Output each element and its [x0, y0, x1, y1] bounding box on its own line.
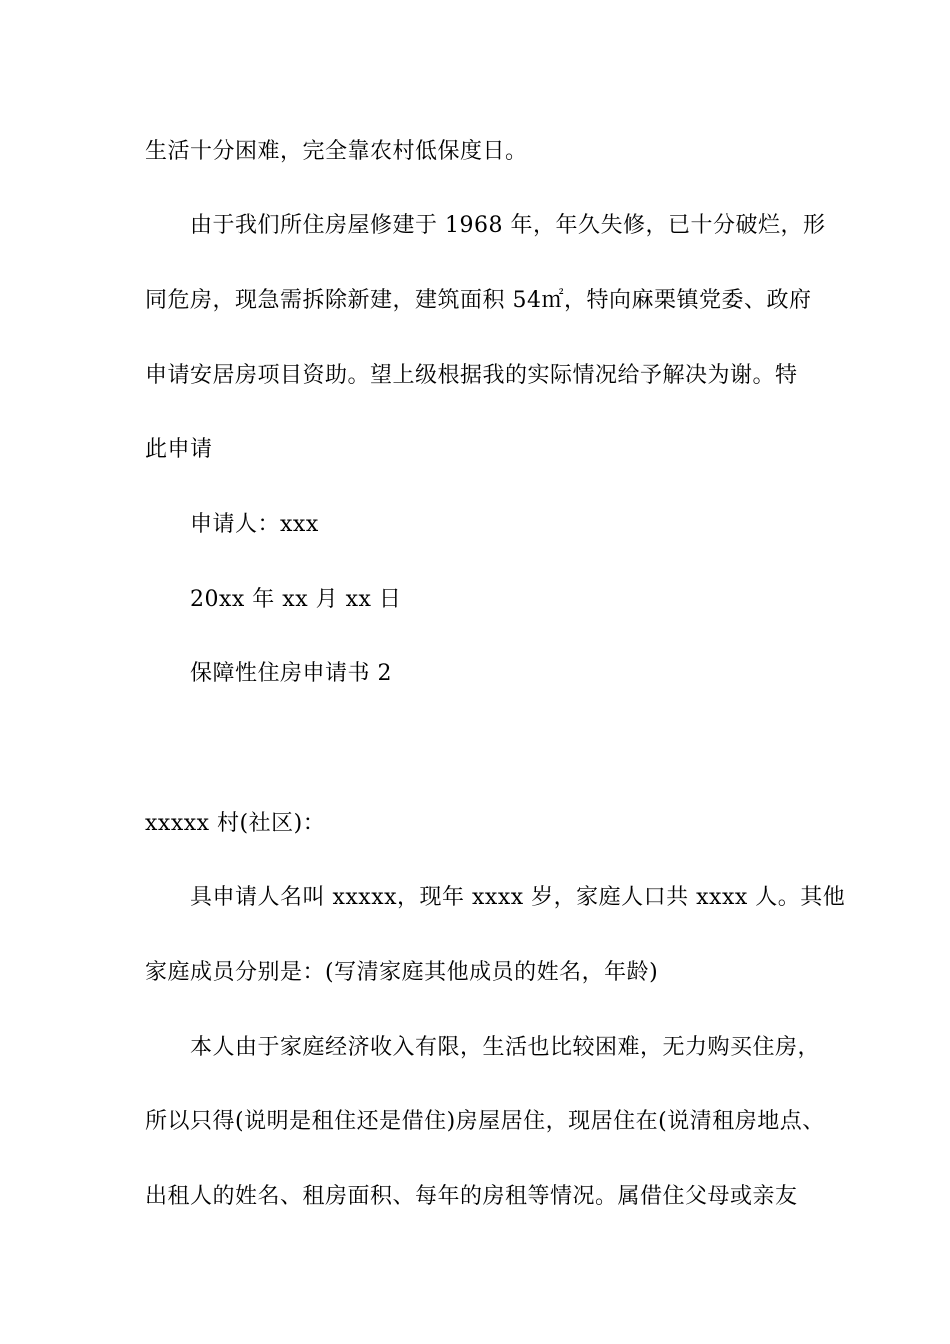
paragraph-line: 此申请: [145, 437, 213, 462]
paragraph-line: 生活十分困难，完全靠农村低保度日。: [145, 139, 528, 164]
paragraph-line: 同危房，现急需拆除新建，建筑面积 54㎡，特向麻栗镇党委、政府: [145, 288, 812, 313]
application-date: 20xx 年 xx 月 xx 日: [190, 587, 402, 612]
paragraph-line: 具申请人名叫 xxxxx，现年 xxxx 岁，家庭人口共 xxxx 人。其他: [190, 885, 846, 910]
paragraph-line: 申请安居房项目资助。望上级根据我的实际情况给予解决为谢。特: [145, 363, 798, 388]
applicant-signature: 申请人：xxx: [190, 512, 319, 537]
paragraph-line: 家庭成员分别是：(写清家庭其他成员的姓名，年龄): [145, 960, 659, 985]
paragraph-line: 本人由于家庭经济收入有限，生活也比较困难，无力购买住房，: [190, 1035, 821, 1060]
paragraph-line: 所以只得(说明是租住还是借住)房屋居住，现居住在(说清租房地点、: [145, 1109, 825, 1134]
section-title: 保障性住房申请书 2: [190, 661, 392, 686]
salutation: xxxxx 村(社区)：: [145, 811, 326, 836]
paragraph-line: 出租人的姓名、租房面积、每年的房租等情况。属借住父母或亲友: [145, 1184, 798, 1209]
paragraph-line: 由于我们所住房屋修建于 1968 年，年久失修，已十分破烂，形: [190, 213, 826, 238]
